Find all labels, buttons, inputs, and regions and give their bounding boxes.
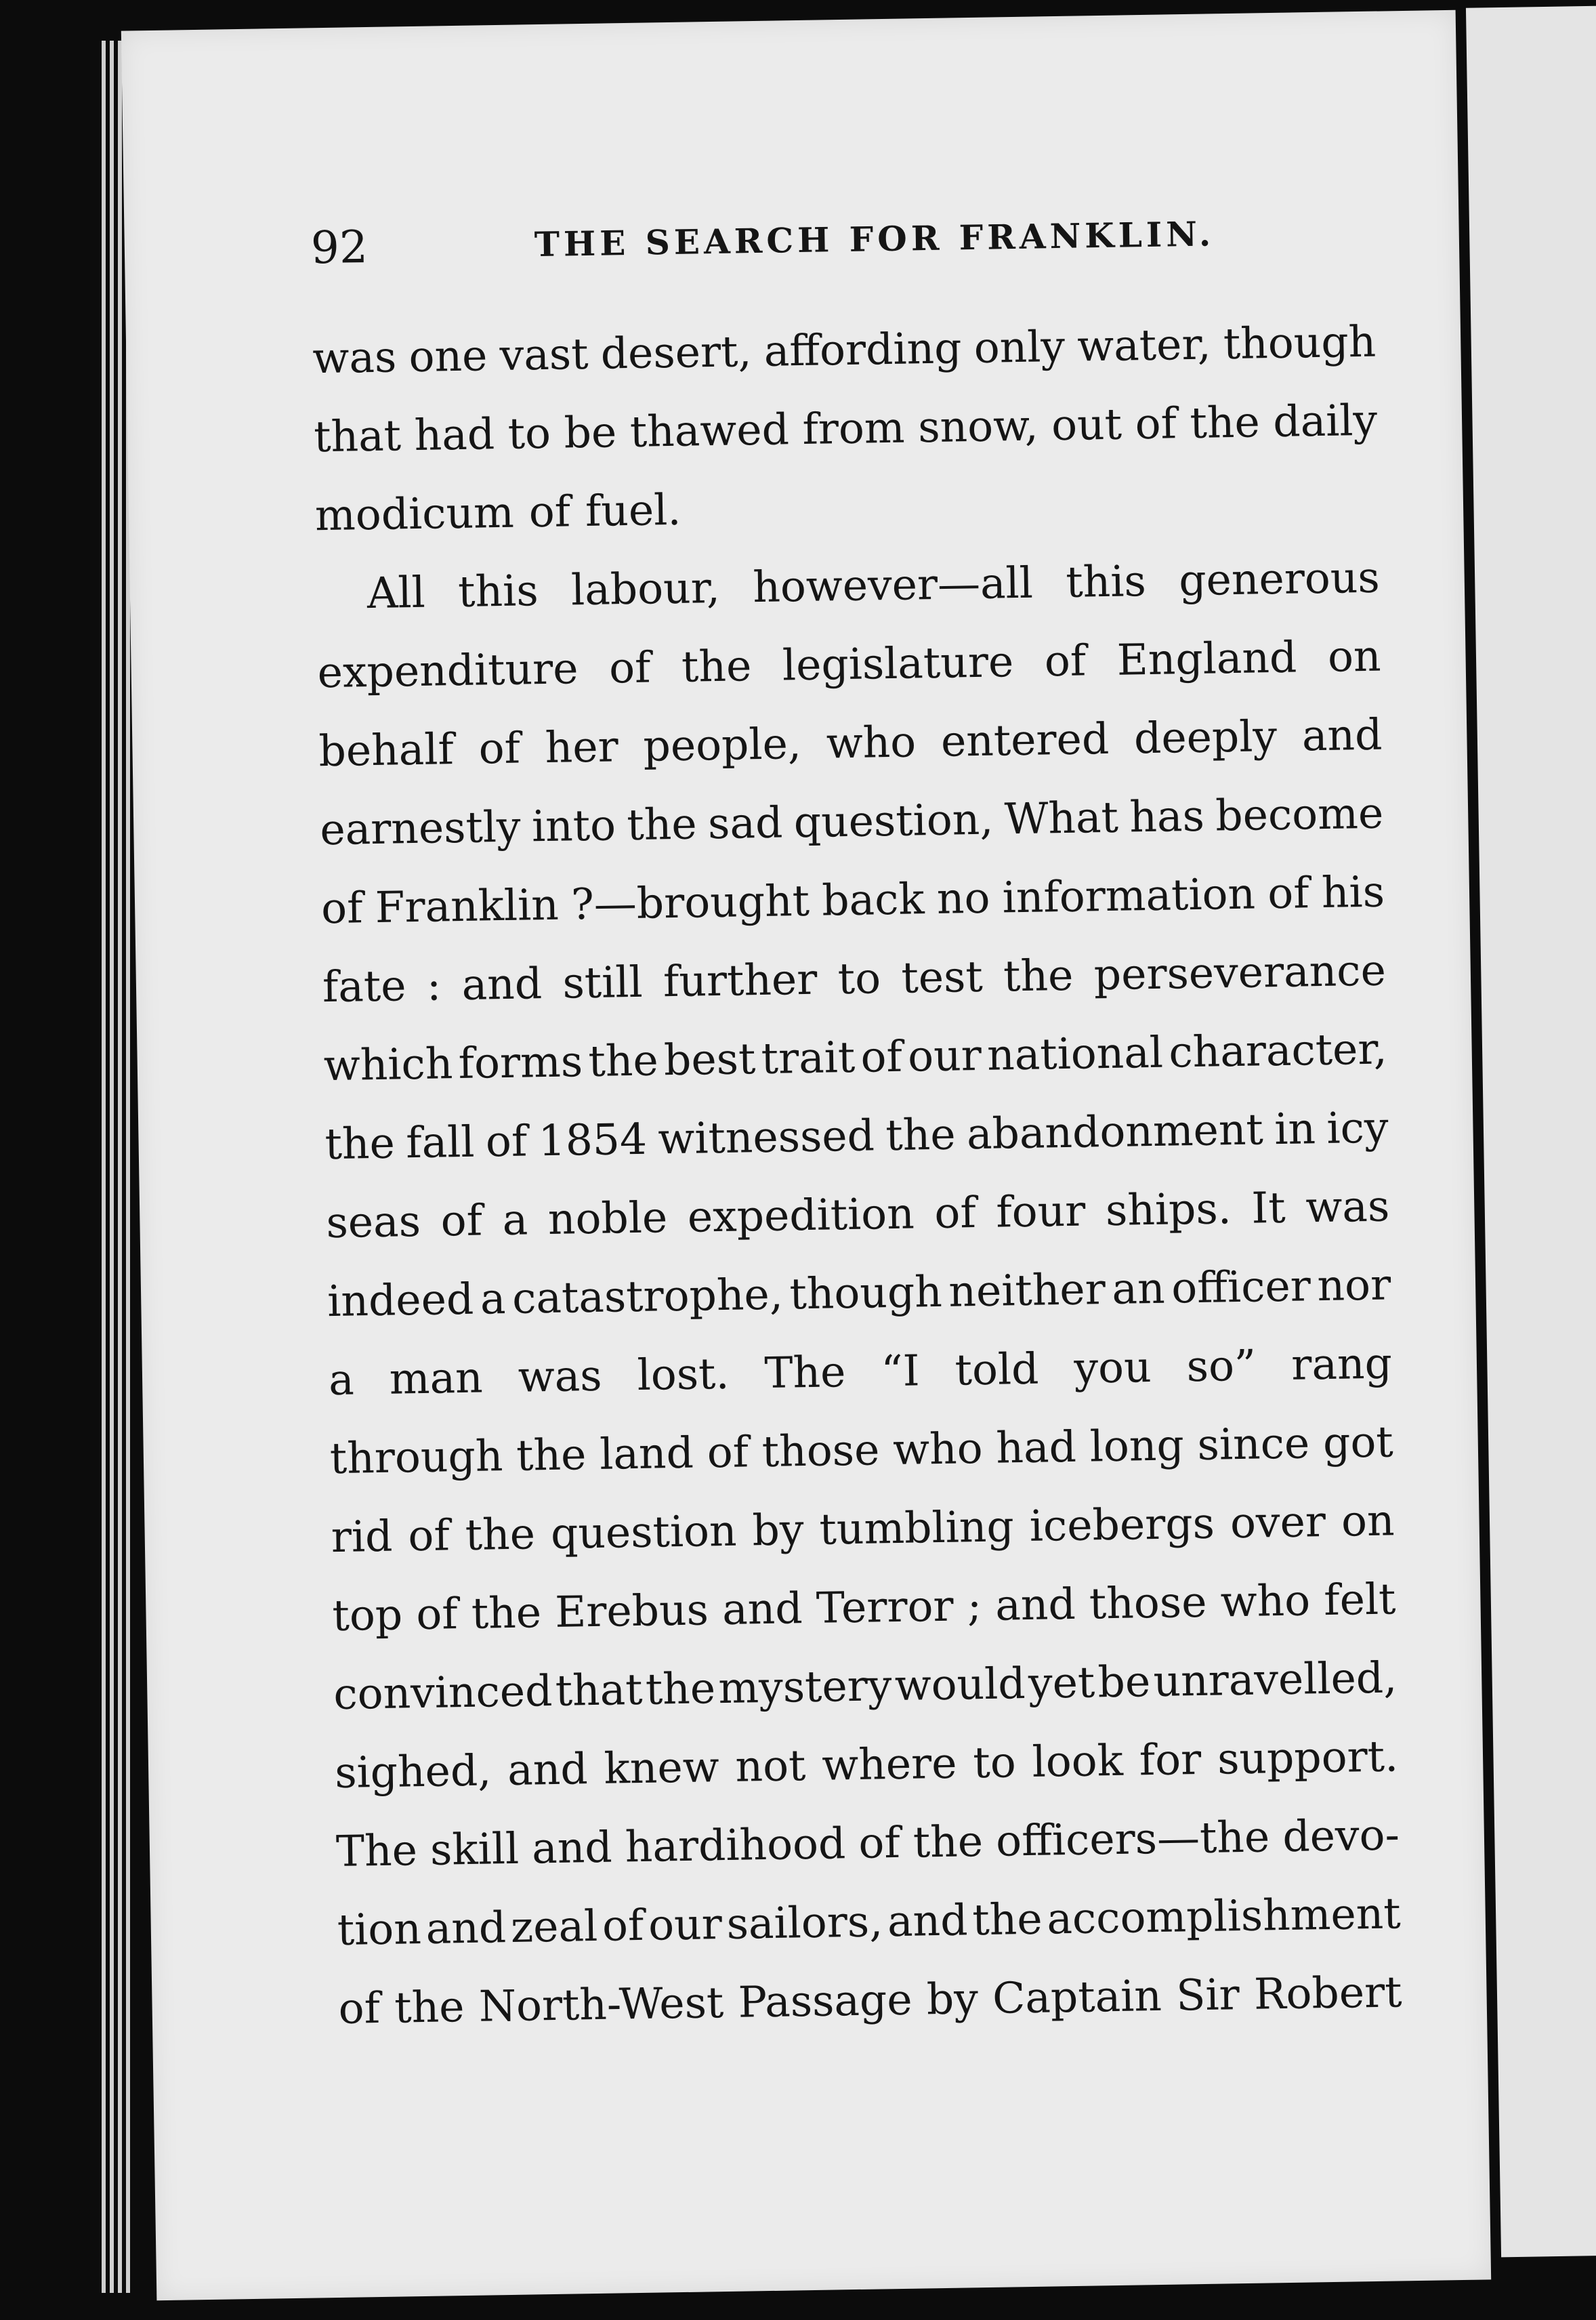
word: by (752, 1505, 805, 1556)
word: was (1305, 1181, 1390, 1232)
word: over (1230, 1497, 1326, 1548)
word: of (320, 883, 364, 934)
word: had (995, 1422, 1077, 1473)
word: a (480, 1273, 507, 1324)
word: best (663, 1034, 756, 1085)
word: the (324, 1118, 396, 1169)
word: officers—the (995, 1812, 1270, 1866)
word: knew (604, 1742, 720, 1794)
word: sighed, (334, 1745, 492, 1798)
word: people, (642, 719, 802, 771)
word: labour, (570, 562, 721, 615)
word: of (1044, 636, 1087, 686)
word: yet (1028, 1657, 1095, 1708)
word: expedition (687, 1188, 915, 1242)
word: to (972, 1737, 1017, 1788)
word: The (335, 1825, 418, 1877)
word: on (1341, 1495, 1395, 1546)
word: and (721, 1583, 803, 1635)
word: to (507, 408, 551, 459)
word: the (885, 1109, 957, 1161)
word: was (518, 1350, 603, 1402)
word: the (912, 1817, 984, 1867)
word: icy (1326, 1102, 1389, 1153)
word: from (801, 402, 906, 454)
word: her (545, 722, 619, 772)
word: and (461, 959, 543, 1010)
word: ; (967, 1581, 982, 1631)
page-number: 92 (310, 221, 369, 274)
word: unravelled, (1152, 1653, 1398, 1707)
word: icebergs (1029, 1498, 1215, 1551)
word: perseverance (1093, 945, 1387, 1000)
word: who (826, 717, 917, 768)
word: nor (1316, 1260, 1391, 1311)
word: fate (322, 961, 407, 1012)
page-edge (118, 41, 122, 2293)
word: vast (499, 329, 589, 380)
word: devo- (1282, 1810, 1400, 1862)
word: of (440, 1195, 483, 1246)
word: that (313, 411, 402, 462)
word: catastrophe, (511, 1269, 784, 1323)
word: the (645, 1663, 716, 1714)
word: of (707, 1427, 749, 1478)
word: still (562, 957, 644, 1008)
text-line (313, 381, 1378, 477)
word: of (602, 1900, 644, 1951)
word: fuel. (585, 484, 681, 536)
word: told (954, 1344, 1039, 1395)
word: was (312, 332, 397, 384)
word: and (507, 1744, 589, 1796)
word: the (1003, 950, 1074, 1001)
word: affording (763, 323, 963, 376)
word: and (994, 1579, 1076, 1630)
word: behalf (318, 724, 455, 776)
word: entered (940, 713, 1110, 766)
page-edge (110, 41, 114, 2293)
word: no (936, 873, 990, 924)
word: that (555, 1664, 644, 1716)
word: test (900, 951, 984, 1003)
word: rang (1290, 1338, 1393, 1390)
word: expenditure (317, 644, 579, 698)
word: the (626, 799, 698, 850)
word: a (328, 1354, 355, 1405)
word: abandonment (966, 1104, 1264, 1159)
word: further (663, 954, 818, 1007)
word: so” (1186, 1340, 1257, 1392)
word: information (1002, 869, 1256, 923)
word: man (389, 1352, 484, 1404)
word: water, (1076, 319, 1212, 371)
word: land (599, 1428, 694, 1479)
word: long (1089, 1420, 1185, 1472)
word: noble (547, 1193, 668, 1244)
word: which (323, 1039, 453, 1091)
word: question (550, 1506, 738, 1558)
word: who (1220, 1575, 1311, 1627)
word: deeply (1133, 711, 1278, 764)
word: of (933, 1188, 977, 1239)
word: question, (793, 794, 994, 848)
word: support. (1217, 1731, 1399, 1784)
word: sailors, (726, 1897, 883, 1949)
word: of (1267, 868, 1310, 919)
text-line (337, 1874, 1402, 1970)
word: lost. (637, 1348, 730, 1400)
text-line (338, 1953, 1403, 2048)
word: and (887, 1895, 969, 1947)
word: North-West (478, 1978, 724, 2031)
word: England (1116, 632, 1297, 685)
word: and (425, 1903, 507, 1953)
word: Sir (1175, 1970, 1240, 2021)
word: of (407, 1510, 450, 1561)
word: neither (948, 1264, 1106, 1317)
word: the (471, 1588, 542, 1638)
word: our (907, 1030, 982, 1081)
word: to (837, 953, 881, 1004)
word: by (926, 1974, 979, 2025)
word: desert, (600, 327, 752, 379)
word: in (1274, 1104, 1316, 1155)
word: become (1215, 788, 1384, 841)
word: 1854 (538, 1114, 648, 1166)
word: of (608, 642, 651, 693)
word: forms (458, 1037, 583, 1089)
word: of (858, 1817, 901, 1868)
word: of (478, 723, 521, 774)
word: ?—brought (570, 875, 810, 930)
word: our (648, 1899, 723, 1950)
word: the (587, 1035, 659, 1087)
word: accomplishment (1046, 1888, 1402, 1944)
word: character, (1168, 1024, 1388, 1077)
word: and (1301, 709, 1383, 761)
body-text (312, 303, 1403, 2048)
word: rid (331, 1511, 393, 1562)
word: Robert (1253, 1967, 1403, 2019)
word: skill (429, 1823, 520, 1875)
word: generous (1178, 552, 1381, 606)
word: It (1251, 1182, 1286, 1233)
word: What (1004, 792, 1119, 844)
word: four (995, 1186, 1086, 1237)
word: would (894, 1659, 1026, 1711)
word: who (892, 1423, 984, 1475)
word: top (332, 1590, 403, 1641)
word: those (1089, 1577, 1207, 1629)
word: ships. (1105, 1184, 1232, 1236)
word: the (465, 1509, 536, 1560)
word: this (1065, 556, 1147, 607)
word: Franklin (375, 879, 560, 932)
word: thawed (629, 405, 790, 457)
word: of (338, 1983, 381, 2033)
word: : (426, 960, 442, 1010)
word: the (1189, 397, 1261, 448)
word: sad (707, 798, 783, 849)
word: though (1223, 316, 1377, 369)
word: into (531, 800, 616, 852)
word: “I (880, 1346, 921, 1396)
word: got (1322, 1417, 1394, 1468)
word: had (414, 409, 495, 460)
word: daily (1272, 395, 1378, 447)
word: trait (761, 1032, 856, 1084)
word: fall (405, 1117, 476, 1168)
word: where (821, 1738, 958, 1790)
page-edge (102, 41, 106, 2293)
running-title: THE SEARCH FOR FRANKLIN. (534, 213, 1215, 265)
word: hardihood (625, 1819, 846, 1872)
word: the (516, 1430, 587, 1480)
word: one (408, 331, 488, 382)
word: Passage (738, 1974, 913, 2027)
word: Erebus (554, 1585, 709, 1637)
word: mystery (717, 1661, 892, 1714)
word: Captain (992, 1970, 1162, 2023)
word: though (789, 1266, 943, 1319)
word: The (763, 1347, 846, 1399)
running-head (310, 195, 1328, 286)
word: for (1139, 1734, 1202, 1785)
word: tumbling (819, 1501, 1015, 1554)
word: however—all (752, 558, 1034, 613)
word: on (1327, 631, 1382, 682)
word: since (1197, 1418, 1310, 1470)
word: the (681, 641, 752, 692)
word: seas (325, 1196, 421, 1248)
word: national (986, 1027, 1164, 1080)
word: of (528, 486, 571, 537)
word: out (1051, 399, 1122, 451)
word: of (415, 1589, 459, 1640)
word: back (821, 874, 925, 926)
word: Terror (816, 1581, 954, 1633)
word: look (1032, 1735, 1124, 1787)
word: you (1073, 1342, 1152, 1393)
word: has (1129, 791, 1205, 842)
word: his (1321, 867, 1385, 917)
word: snow, (917, 400, 1039, 453)
word: the (971, 1894, 1043, 1945)
word: this (457, 566, 539, 617)
word: and (531, 1822, 613, 1873)
word: an (1111, 1263, 1166, 1314)
word: felt (1323, 1574, 1396, 1625)
word: earnestly (319, 802, 522, 855)
word: be (564, 407, 617, 458)
word: zeal (510, 1901, 598, 1952)
word: convinced (333, 1665, 553, 1720)
word: All (366, 567, 426, 619)
word: the (394, 1982, 465, 2033)
word: officer (1171, 1261, 1311, 1313)
word: of (1135, 398, 1177, 449)
book-page (121, 10, 1491, 2301)
word: legislature (782, 637, 1014, 690)
word: modicum (314, 487, 515, 541)
word: those (761, 1425, 880, 1477)
word: through (329, 1431, 503, 1484)
word: tion (337, 1904, 422, 1955)
word: be (1097, 1657, 1151, 1707)
word: indeed (327, 1274, 474, 1327)
word: of (860, 1031, 903, 1082)
word: a (502, 1195, 528, 1245)
word: of (485, 1116, 528, 1167)
word: witnessed (657, 1111, 875, 1164)
word: only (973, 321, 1066, 373)
word: not (734, 1741, 806, 1791)
